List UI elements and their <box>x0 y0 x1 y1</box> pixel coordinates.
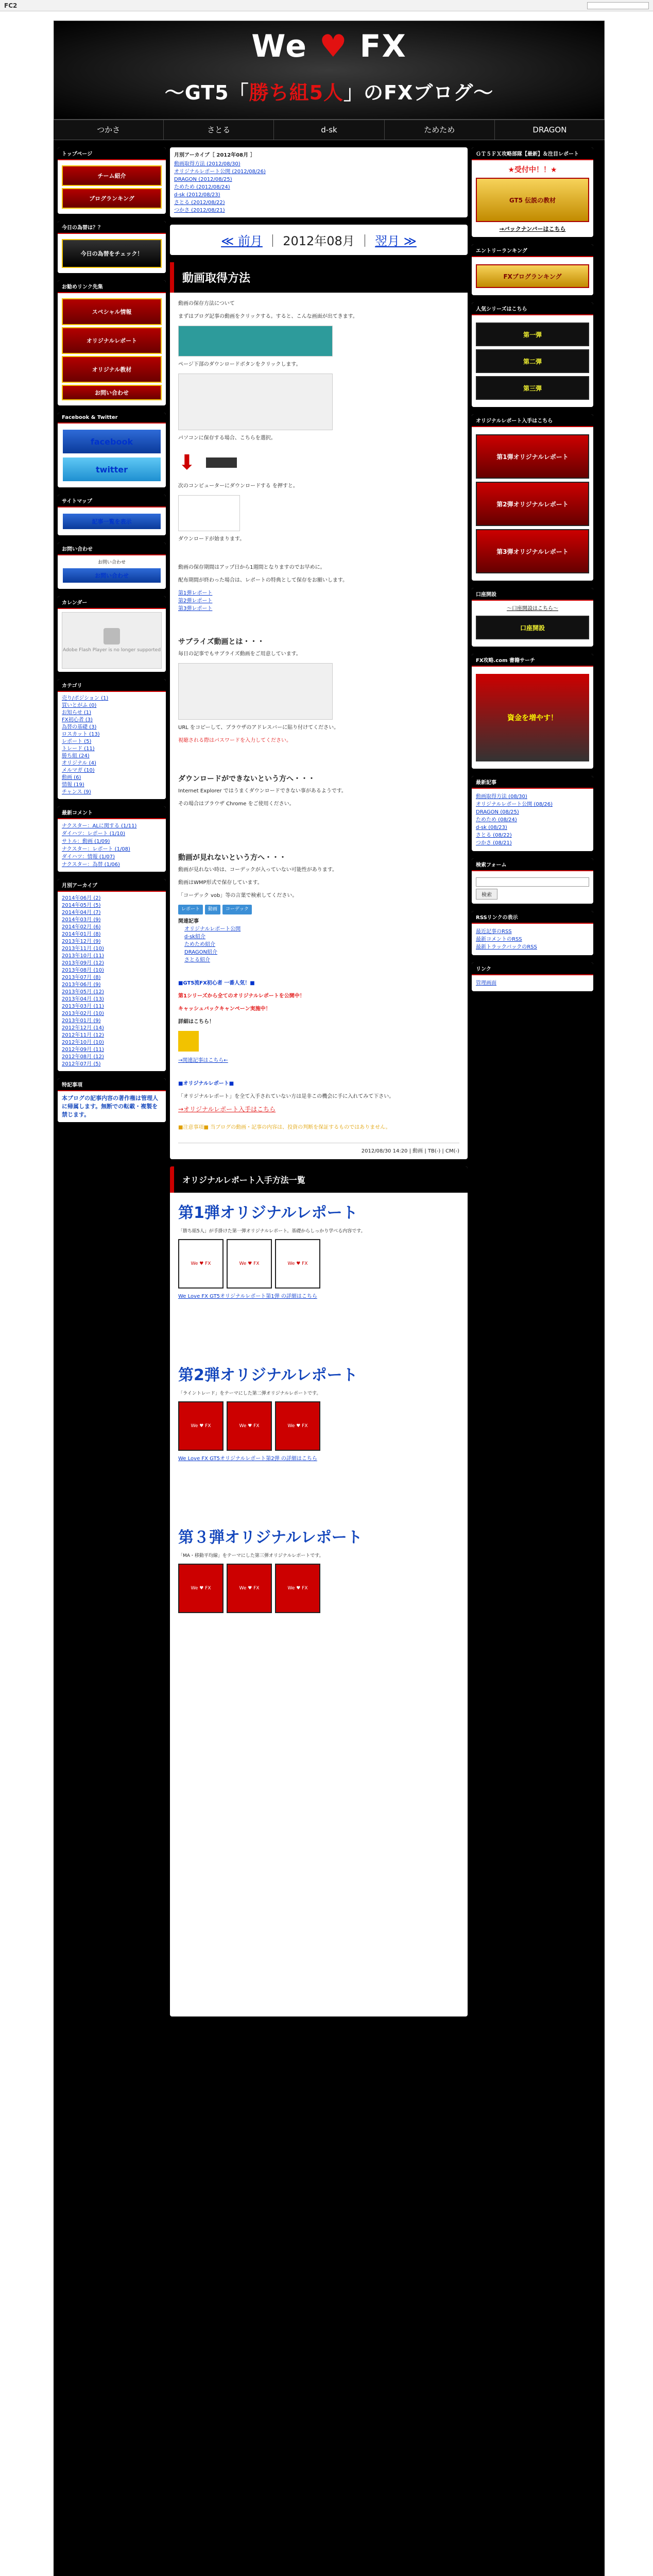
prev-month-link[interactable]: ≪ 前月 <box>221 234 263 248</box>
backnumber-link[interactable]: →バックナンバーはこちら <box>499 226 566 232</box>
entry-text: 配布期間が終わった場合は、レポートの特典として保存をお願いします。 <box>178 578 348 583</box>
report-link[interactable]: →オリジナルレポート入手はこちら <box>178 1106 276 1113</box>
category-item[interactable]: 情報 (19) <box>62 782 84 788</box>
archive-item[interactable]: 2014年03月 (9) <box>62 917 101 923</box>
box-title: 人気シリーズはこちら <box>472 302 593 315</box>
comment-box <box>58 806 166 872</box>
report-2-title: 第2弾オリジナルレポート <box>178 1366 358 1384</box>
entry-text: ページ下部のダウンロードボタンをクリックします。 <box>178 362 301 367</box>
latest-item[interactable]: さとる (08/22) <box>476 833 512 838</box>
month-entry-item[interactable]: オリジナルレポート公開 (2012/08/26) <box>174 169 266 175</box>
links-box <box>472 962 593 991</box>
entry-text: 次のコンピューターにダウンロードする を押すと。 <box>178 483 298 489</box>
entry-text: ダウンロードが始まります。 <box>178 536 245 542</box>
material-banner[interactable]: オリジナル教材 <box>62 356 162 383</box>
report-cover[interactable]: We ♥ FX <box>227 1239 272 1289</box>
main-content <box>170 147 468 2016</box>
archive-item[interactable]: 2012年08月 (12) <box>62 1054 104 1060</box>
search-input[interactable] <box>476 877 589 887</box>
site-subtitle <box>54 77 604 105</box>
box-title: オリジナルレポート入手はこちら <box>472 414 593 427</box>
archive-item[interactable]: 2012年12月 (14) <box>62 1025 104 1031</box>
archive-box <box>58 879 166 1071</box>
box-title: 口座開設 <box>472 588 593 601</box>
month-entry-item[interactable]: DRAGON (2012/08/25) <box>174 177 232 182</box>
contact-box <box>58 543 166 589</box>
month-archive-title: 月別アーカイブ［ 2012年08月 ］ <box>174 152 255 158</box>
category-item[interactable]: 買いとがふ (0) <box>62 703 97 708</box>
archive-item[interactable]: 2013年01月 (9) <box>62 1018 101 1024</box>
entry-text: 「コーデック vob」等の言葉で検索してください。 <box>178 893 298 899</box>
month-archive-list <box>174 160 463 214</box>
box-title: 最新記事 <box>472 776 593 789</box>
box-title: ＧＴ５ＦＸ攻略部隊【最新】＆注目レポート <box>472 147 593 160</box>
latest-list <box>472 789 593 851</box>
recommend-box <box>58 280 166 405</box>
archive-item[interactable]: 2013年10月 (11) <box>62 953 104 959</box>
ranking-banner[interactable]: ブログランキング <box>62 188 162 209</box>
related-item[interactable]: オリジナルレポート公開 <box>184 926 241 932</box>
report-cover[interactable]: We ♥ FX <box>227 1564 272 1613</box>
tag-button[interactable]: 動画 <box>205 905 220 914</box>
category-list <box>58 692 166 799</box>
report-1-text: 「勝ち組5人」が手掛けた第一弾オリジナルレポート。基礎からしっかり学べる内容です。 <box>178 1229 366 1234</box>
today-banner[interactable]: 今日の為替をチェック！ <box>62 239 162 268</box>
save-button-image <box>206 457 237 468</box>
entry-article <box>170 262 468 1159</box>
fc2-logo[interactable]: FC2 <box>4 2 18 9</box>
box-title: カレンダー <box>58 596 166 609</box>
nav-item-tametame[interactable]: ためため <box>385 120 495 140</box>
report-heading: ■オリジナルレポート■ <box>178 1081 234 1087</box>
archive-item[interactable]: 2013年03月 (11) <box>62 1004 104 1009</box>
entry-text: 動画の保存方法について <box>178 301 235 307</box>
nav-item-satoru[interactable]: さとる <box>164 120 274 140</box>
rss-list <box>472 924 593 955</box>
box-title: お問い合わせ <box>58 543 166 555</box>
sitemap-box <box>58 495 166 535</box>
latest-item[interactable]: つかさ (08/21) <box>476 840 512 846</box>
screenshot-download <box>178 326 333 357</box>
report-banner[interactable]: 第2弾オリジナルレポート <box>476 482 589 526</box>
month-entry-item[interactable]: 動画取得方法 (2012/08/30) <box>174 161 240 167</box>
box-title: トップページ <box>58 147 166 160</box>
report-link-1[interactable]: 第1弾レポート <box>178 590 213 596</box>
sitemap-banner[interactable]: 記事一覧を表示 <box>62 513 162 530</box>
report-1-title: 第1弾オリジナルレポート <box>178 1204 358 1222</box>
entry-text: 視聴される際はパスワードを入力してください。 <box>178 738 291 743</box>
archive-item[interactable]: 2013年02月 (10) <box>62 1011 104 1016</box>
promo-box <box>472 147 593 237</box>
report-link-2[interactable]: 第2弾レポート <box>178 598 213 604</box>
category-item[interactable]: オリジナル (4) <box>62 760 96 766</box>
report-link-3[interactable]: 第3弾レポート <box>178 606 213 612</box>
category-item[interactable]: FX初心者 (3) <box>62 717 93 723</box>
pager-separator: ｜ <box>358 234 371 248</box>
archive-item[interactable]: 2014年01月 (8) <box>62 931 101 937</box>
archive-item[interactable]: 2013年11月 (10) <box>62 946 104 952</box>
entry-text: URL をコピーして、ブラウザのアドレスバーに貼り付けてください。 <box>178 725 339 731</box>
rss-item[interactable]: 最新コメントのRSS <box>476 937 522 942</box>
report-title: オリジナルレポート入手方法一覧 <box>170 1166 468 1193</box>
archive-item[interactable]: 2013年06月 (9) <box>62 982 101 988</box>
comment-item[interactable]: ダイハツ：レポート (1/10) <box>62 831 126 837</box>
comment-item[interactable]: ダイハツ：情報 (1/07) <box>62 854 115 860</box>
category-item[interactable]: チャンス (9) <box>62 789 91 795</box>
comment-item[interactable]: ナクスター：ALに関する (1/11) <box>62 823 137 829</box>
current-month: 2012年08月 <box>283 234 355 248</box>
comment-item[interactable]: サトル：動画 (1/09) <box>62 839 110 844</box>
category-item[interactable]: お知らせ (1) <box>62 710 92 716</box>
fc2-search-input[interactable] <box>587 2 649 9</box>
archive-item[interactable]: 2012年07月 (5) <box>62 1061 101 1067</box>
entry-text: 動画が見れない時は、コーデックが入っていない可能性があります。 <box>178 867 337 873</box>
category-item[interactable]: 為替の基礎 (3) <box>62 724 97 730</box>
contact-link[interactable]: お問い合わせ <box>62 567 162 584</box>
fxbook-box <box>472 654 593 769</box>
latest-item[interactable]: ためため (08/24) <box>476 817 517 823</box>
entry-text: 動画の保存期間はアップ日から1週間となりますのでお早めに。 <box>178 565 325 570</box>
twitter-button[interactable]: twitter <box>62 456 162 482</box>
category-item[interactable]: メルマガ (10) <box>62 768 95 773</box>
report-3-text: 「MA・移動平均線」をテーマにした第三弾オリジナルレポートです。 <box>178 1553 324 1558</box>
team-banner[interactable]: チーム紹介 <box>62 165 162 186</box>
archive-item[interactable]: 2013年07月 (8) <box>62 975 101 980</box>
entry-text: 「オリジナルレポート」を全て入手されていない方は是非この機会に手に入れてみて下さい。 <box>178 1094 394 1099</box>
popular-banner[interactable]: 第三弾 <box>476 376 589 400</box>
report-cover[interactable]: We ♥ FX <box>275 1239 320 1289</box>
report-2-text: 「ライントレード」をテーマにした第二弾オリジナルレポートです。 <box>178 1391 321 1396</box>
entry-text: 毎日の記事でもサブライズ動画をご用意しています。 <box>178 651 301 657</box>
screenshot-progress <box>178 495 240 531</box>
popular-banner[interactable]: 第一弾 <box>476 323 589 346</box>
nav-item-dragon[interactable]: DRAGON <box>532 125 567 134</box>
today-box <box>58 221 166 273</box>
month-entry-item[interactable]: ためため (2012/08/24) <box>174 184 230 190</box>
latest-item[interactable]: DRAGON (08/25) <box>476 809 519 815</box>
report-2-covers <box>170 1401 468 1451</box>
category-item[interactable]: 勝ち組 (24) <box>62 753 90 759</box>
latest-box <box>472 776 593 851</box>
month-archive-box <box>170 147 468 217</box>
nav-item-dsk[interactable]: d-sk <box>274 120 384 140</box>
right-sidebar <box>472 147 593 2016</box>
report-1-covers <box>170 1239 468 1289</box>
category-box <box>58 679 166 799</box>
ranking-banner[interactable]: FXブログランキング <box>476 264 589 288</box>
latest-item[interactable]: d-sk (08/23) <box>476 825 507 831</box>
box-title: お勧めリンク先集 <box>58 280 166 293</box>
report-cover[interactable]: We ♥ FX <box>178 1564 224 1613</box>
report-cover[interactable]: We ♥ FX <box>275 1564 320 1613</box>
page-wrapper <box>54 21 605 2576</box>
site-title[interactable] <box>54 28 604 64</box>
box-title: 今日の為替は？？ <box>58 221 166 234</box>
box-title: エントリーランキング <box>472 244 593 257</box>
promo-top-text: ★受付中！！★ <box>508 166 557 174</box>
plugin-icon <box>104 628 120 645</box>
section-heading: ダウンロードができないという方へ・・・ <box>178 775 315 783</box>
box-title: サイトマップ <box>58 495 166 507</box>
section-heading: 動画が見れないという方へ・・・ <box>178 854 286 862</box>
report-1-link[interactable]: We Love FX GT5オリジナルレポート第1弾 の詳細はこちら <box>178 1294 317 1299</box>
box-title: リンク <box>472 962 593 975</box>
comment-item[interactable]: ナクスター：レポート (1/08) <box>62 846 130 852</box>
heart-icon: ♥ <box>319 28 348 64</box>
calendar-box <box>58 596 166 672</box>
promo-text: 第1シリーズから全てのオリジナルレポートを公開中！ <box>178 993 305 999</box>
archive-item[interactable]: 2014年04月 (7) <box>62 910 101 916</box>
report-banner[interactable]: 第1弾オリジナルレポート <box>476 434 589 479</box>
month-entry-item[interactable]: つかさ (2012/08/21) <box>174 208 225 213</box>
entry-footer: 2012/08/30 14:20 | 動画 | TB(-) | CM(-) <box>178 1143 459 1154</box>
box-title: 検索フォーム <box>472 858 593 871</box>
report-3-title: 第３弾オリジナルレポート <box>178 1529 363 1547</box>
archive-item[interactable]: 2013年08月 (10) <box>62 968 104 973</box>
report-cover[interactable]: We ♥ FX <box>178 1239 224 1289</box>
account-banner[interactable]: 口座開設 <box>476 616 589 639</box>
account-link[interactable]: 〜口座開設はこちら〜 <box>507 606 558 612</box>
report-cover[interactable]: We ♥ FX <box>178 1401 224 1451</box>
search-button[interactable]: 検索 <box>476 889 497 900</box>
month-pager <box>170 225 468 255</box>
rss-box <box>472 911 593 955</box>
box-title: FX攻略.com 書籍サーチ <box>472 654 593 667</box>
archive-item[interactable]: 2013年12月 (9) <box>62 939 101 944</box>
related-item[interactable]: さとる紹介 <box>184 957 210 963</box>
month-entry-item[interactable]: d-sk (2012/08/23) <box>174 192 220 198</box>
link-item[interactable]: 管理画面 <box>476 980 496 986</box>
tag-button[interactable]: コーデック <box>222 905 252 914</box>
notice-box <box>58 1078 166 1122</box>
fc2-bar <box>0 0 653 11</box>
report-cover[interactable]: We ♥ FX <box>227 1401 272 1451</box>
facebook-button[interactable]: facebook <box>62 429 162 454</box>
subtitle-red: 勝ち組5人 <box>249 81 344 104</box>
related-list <box>178 925 459 964</box>
latest-item[interactable]: 動画取得方法 (08/30) <box>476 794 527 800</box>
section-heading: サブライズ動画とは・・・ <box>178 638 265 646</box>
account-box <box>472 588 593 647</box>
archive-item[interactable]: 2012年09月 (11) <box>62 1047 104 1053</box>
promo-link[interactable]: →関連記事はこちら← <box>178 1058 228 1063</box>
screenshot-save <box>178 447 333 478</box>
report-2-link[interactable]: We Love FX GT5オリジナルレポート第2弾 の詳細はこちら <box>178 1456 317 1462</box>
entry-rank-box <box>472 244 593 295</box>
contact-banner[interactable]: お問い合わせ <box>62 385 162 400</box>
archive-item[interactable]: 2014年02月 (6) <box>62 924 101 930</box>
title-text-a: We <box>251 28 319 64</box>
title-text-b: FX <box>348 28 407 64</box>
related-item[interactable]: ためため紹介 <box>184 942 215 947</box>
promo-text: キャッシュバックキャンペーン実施中！ <box>178 1006 271 1012</box>
report-3-covers <box>170 1564 468 1613</box>
related-item[interactable]: DRAGON紹介 <box>184 950 218 955</box>
flash-placeholder <box>62 612 162 669</box>
sns-box <box>58 413 166 487</box>
entry-text: 動画はWMP形式で保存しています。 <box>178 880 263 886</box>
related-title: 関連記事 <box>178 919 199 924</box>
archive-item[interactable]: 2013年09月 (12) <box>62 960 104 966</box>
archive-item[interactable]: 2014年06月 (2) <box>62 895 101 901</box>
report-banner[interactable]: 第3弾オリジナルレポート <box>476 529 589 573</box>
promo-text: 詳細はこちら！ <box>178 1019 214 1025</box>
category-item[interactable]: トレード (11) <box>62 746 95 752</box>
popular-box <box>472 302 593 407</box>
archive-item[interactable]: 2012年11月 (12) <box>62 1032 104 1038</box>
category-item[interactable]: 動画 (6) <box>62 775 81 781</box>
archive-item[interactable]: 2012年10月 (10) <box>62 1040 104 1045</box>
nav-item-tsukasa[interactable]: つかさ <box>54 120 164 140</box>
warning-text: ■注意事項■ 当ブログの動画・記事の内容は、投資の判断を保証するものではありません。 <box>178 1125 391 1130</box>
report-section <box>170 1166 468 2016</box>
category-item[interactable]: 売り/ポジション (1) <box>62 696 109 701</box>
box-title: 特記事項 <box>58 1078 166 1091</box>
site-header <box>54 21 605 120</box>
archive-item[interactable]: 2013年05月 (12) <box>62 989 104 995</box>
rss-item[interactable]: 最新トラックバックのRSS <box>476 944 537 950</box>
entry-title[interactable]: 動画取得方法 <box>170 262 468 293</box>
tag-button[interactable]: レポート <box>178 905 203 914</box>
archive-item[interactable]: 2013年04月 (13) <box>62 996 104 1002</box>
archive-item[interactable]: 2014年05月 (5) <box>62 903 101 908</box>
special-banner[interactable]: スペシャル情報 <box>62 298 162 325</box>
screenshot-url <box>178 663 333 720</box>
screenshot-page <box>178 374 333 430</box>
notice-text: 本ブログの記事内容の著作権は管理人に帰属します。無断での転載・複製を禁じます。 <box>58 1091 166 1122</box>
box-title: 最新コメント <box>58 806 166 819</box>
search-box <box>472 858 593 904</box>
next-month-link[interactable]: 翌月 ≫ <box>375 234 417 248</box>
promo-banner[interactable]: GT5 伝説の教材 <box>476 178 589 222</box>
comment-list <box>58 819 166 872</box>
promo-icon <box>178 1031 199 1052</box>
entry-text: まずはブログ記事の動画をクリックする。すると、こんな画面が出てきます。 <box>178 314 358 319</box>
tag-list <box>178 905 459 914</box>
category-item[interactable]: ロスカット (13) <box>62 732 100 737</box>
left-sidebar <box>58 147 166 2016</box>
box-title: RSSリンクの表示 <box>472 911 593 924</box>
promo-text: ■GT5流FX初心者 一番人気！■ <box>178 980 255 986</box>
pager-separator: ｜ <box>266 234 279 248</box>
global-nav <box>54 120 605 140</box>
report-cover[interactable]: We ♥ FX <box>275 1401 320 1451</box>
flash-text: Adobe Flash Player is no longer supported <box>62 648 161 653</box>
entry-body <box>170 298 468 1139</box>
entry-text: その場合はブラウザ Chrome をご使用ください。 <box>178 801 295 807</box>
contact-label: お問い合わせ <box>97 560 126 565</box>
box-title: カテゴリ <box>58 679 166 692</box>
related-item[interactable]: d-sk紹介 <box>184 934 205 940</box>
archive-list <box>58 892 166 1071</box>
latest-item[interactable]: オリジナルレポート公開 (08/26) <box>476 802 553 807</box>
popular-banner[interactable]: 第二弾 <box>476 349 589 373</box>
entry-text: Internet Explorer ではうまくダウンロードできない事があるようです。 <box>178 788 347 794</box>
month-entry-item[interactable]: さとる (2012/08/22) <box>174 200 225 206</box>
report-banner[interactable]: オリジナルレポート <box>62 327 162 354</box>
rss-item[interactable]: 最近記事のRSS <box>476 929 512 935</box>
entry-text: パソコンに保存する場合、こちらを選択。 <box>178 435 276 441</box>
subtitle-b: 」のFXブログ〜 <box>343 81 494 104</box>
box-title: Facebook & Twitter <box>58 413 166 423</box>
book-cover[interactable]: 資金を増やす！ <box>476 674 589 761</box>
reports-box <box>472 414 593 581</box>
box-title: 月別アーカイブ <box>58 879 166 892</box>
category-item[interactable]: レポート (5) <box>62 739 92 744</box>
download-icon: ⬇ <box>178 450 196 474</box>
top-page-box <box>58 147 166 214</box>
comment-item[interactable]: ナクスター：為替 (1/06) <box>62 862 120 868</box>
subtitle-a: 〜GT5「 <box>164 81 249 104</box>
link-list <box>472 975 593 991</box>
